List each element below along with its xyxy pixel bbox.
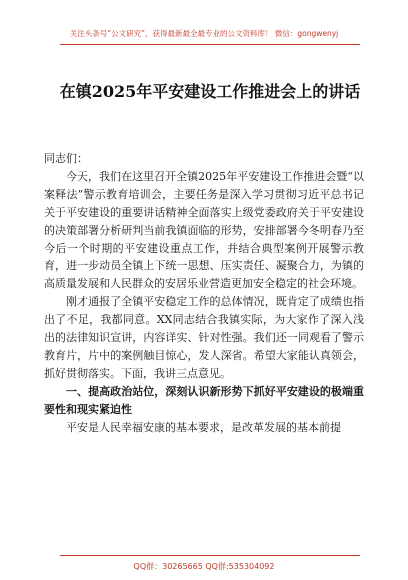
paragraph-summary: 刚才通报了全镇平安稳定工作的总体情况，既肯定了成绩也指出了不足，我都同意。XX同志结合我镇实际，为大家作了深入浅出的法律知识宣讲，内容详实、针对性强。我们还一同观看了警示教育片，片中的案例触目惊心，发人深省。希望大家能认真领会，抓好贯彻落实。下面，我讲三点意见。 xyxy=(44,295,364,380)
document-body xyxy=(44,150,364,437)
header-note: 关注头条号“公文研究”，获得最新最全最专业的公文资料库！ 微信：gongwenyj xyxy=(69,29,339,38)
paragraph-section-1: 平安是人民幸福安康的基本要求，是改革发展的基本前提 xyxy=(66,420,341,434)
document-title: 在镇2025年平安建设工作推进会上的讲话 xyxy=(59,82,361,101)
salutation: 同志们： xyxy=(44,152,88,165)
header-divider xyxy=(60,44,360,45)
footer-note: QQ群：30265665 QQ群:535304092 xyxy=(133,562,275,571)
section-heading-1: 一、提高政治站位，深刻认识新形势下抓好平安建设的极端重要性和现实紧迫性 xyxy=(44,384,364,416)
footer-divider xyxy=(60,555,360,556)
paragraph-intro: 今天，我们在这里召开全镇2025年平安建设工作推进会暨“以案释法”警示教育培训会，主要任务是深入学习贯彻习近平总书记关于平安建设的重要讲话精神全面落实上级党委政府关于平安建设的决策部署分析研判当前我镇面临的形势，安排部署今冬明春乃至今后一个时期的平安建设重点工作，并结合典型案例开展警示教育，进一步动员全镇上下统一思想、压实责任、凝聚合力，为镇的高质量发展和人民群众的安居乐业营造更加安全稳定的社会环境。 xyxy=(44,169,364,291)
